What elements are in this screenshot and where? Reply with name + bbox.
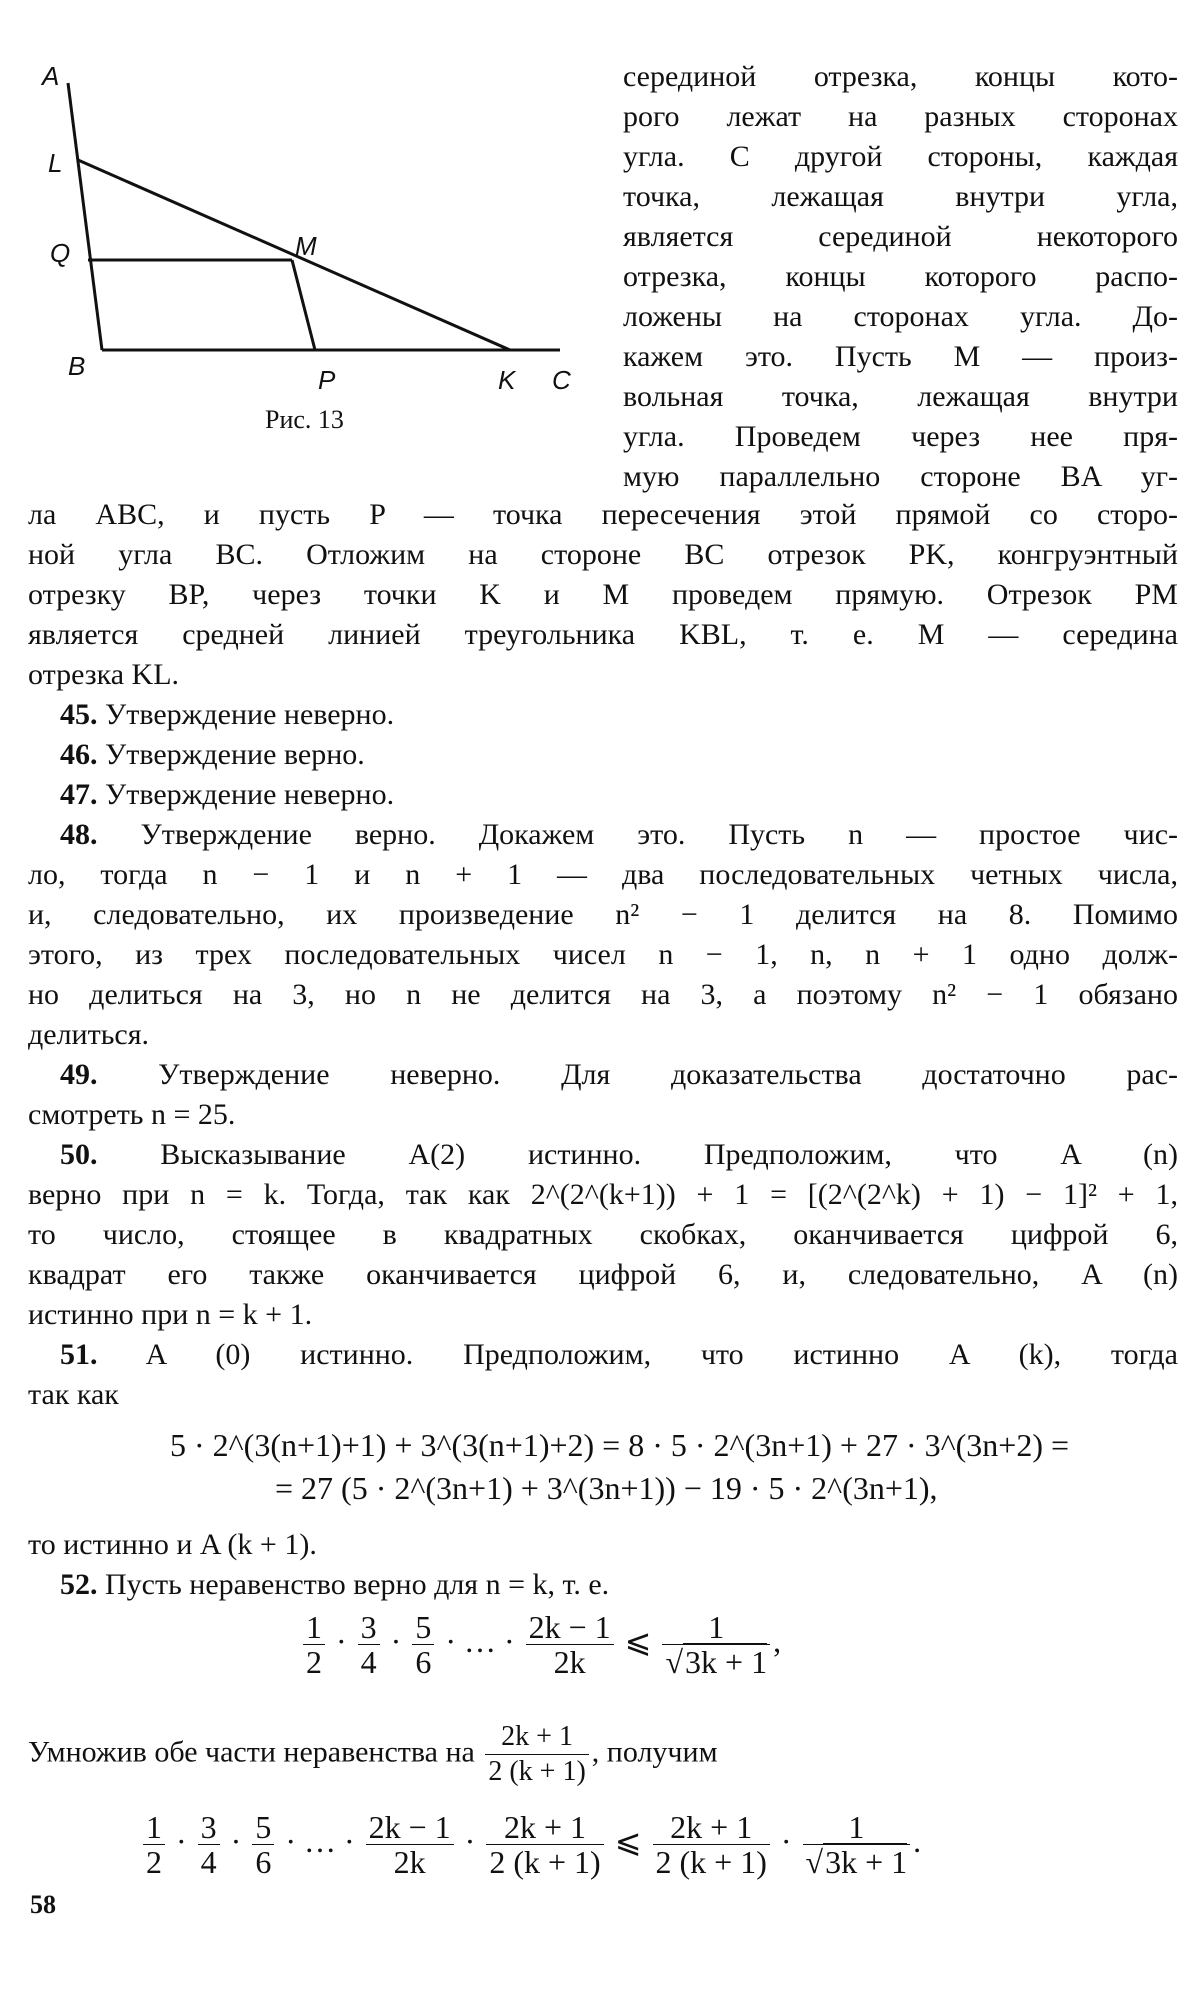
text-line: кажем это. Пусть M — произ-: [623, 340, 1178, 373]
text-line: угла. С другой стороны, каждая: [623, 140, 1178, 173]
label-c: C: [552, 365, 571, 395]
equation-51-line1: 5 · 2^(3(n+1)+1) + 3^(3(n+1)+2) = 8 · 5 · 2^(3n+1) + 27 · 3^(3n+2) =: [170, 1427, 1070, 1463]
label-p: P: [318, 365, 336, 395]
item-text: Утверждение неверно.: [105, 778, 395, 811]
text-line: делиться.: [28, 1018, 150, 1051]
text-line: Умножив обе части неравенства на $\frac{2k + 1}{2 (k + 1)}$ , получим: [28, 1721, 718, 1787]
item-number: 52.: [60, 1568, 98, 1601]
text-line: [60, 1135, 1178, 1175]
item-text: Пусть неравенство верно для n = k, т. е.: [105, 1568, 610, 1601]
item-number: 48.: [60, 818, 98, 851]
text-line: этого, из трех последовательных чисел n − 1, n, n + 1 одно долж-: [28, 938, 1178, 971]
text-line: ной угла BC. Отложим на стороне BC отрезок PK, конгруэнтный: [28, 538, 1178, 571]
item-text: , получим: [591, 1735, 718, 1769]
text-line: угла. Проведем через нее пря-: [623, 420, 1178, 453]
text-line: истинно при n = k + 1.: [28, 1298, 313, 1331]
text-line: рого лежат на разных сторонах: [623, 100, 1178, 133]
figure-13: [30, 55, 590, 400]
text-line: ложены на сторонах угла. До-: [623, 300, 1178, 333]
equation-51-line2: = 27 (5 · 2^(3n+1) + 3^(3n+1)) − 19 · 5 · 2^(3n+1),: [275, 1470, 938, 1506]
item-text: Утверждение неверно.: [105, 698, 395, 731]
item-46: [60, 735, 365, 775]
text-line: [60, 1055, 1178, 1095]
text-line: отрезку BP, через точки K и M проведем прямую. Отрезок PM: [28, 578, 1178, 611]
inequality-52: $\frac{1}{2}$ · $\frac{3}{4}$ · $\frac{5}{6}$ · … · $\frac{2k - 1}{2k}$ ⩽ $\frac{1}{√3k + 1}$ ,: [300, 1610, 781, 1679]
text-line: так как: [28, 1378, 119, 1411]
item-text: Утверждение верно.: [105, 738, 365, 771]
text-line: [60, 1565, 609, 1605]
item-text: A (0) истинно. Предположим, что истинно A (k), тогда: [145, 1338, 1178, 1371]
text-line: [60, 815, 1178, 855]
item-number: 50.: [60, 1138, 98, 1171]
text-line: является средней линией треугольника KBL, т. е. M — середина: [28, 618, 1178, 651]
text-line: мую параллельно стороне BA уг-: [623, 460, 1178, 493]
inequality-52-multiplied: $\frac{1}{2}$ · $\frac{3}{4}$ · $\frac{5}{6}$ · … · $\frac{2k - 1}{2k}$ · $\frac{2k + 1}{2 (k + 1)}$ ⩽ $\frac{2k + 1}{2 (k + 1)}$ · $\frac{1}{√3k + 1}$ .: [140, 1810, 921, 1879]
item-number: 49.: [60, 1058, 98, 1091]
text-line: но делиться на 3, но n не делится на 3, а поэтому n² − 1 обязано: [28, 978, 1178, 1011]
text-line: ла ABC, и пусть P — точка пересечения этой прямой со сторо-: [28, 498, 1178, 531]
item-text: Умножив обе части неравенства на: [28, 1735, 475, 1769]
text-line: отрезка, концы которого распо-: [623, 260, 1178, 293]
text-line: и, следовательно, их произведение n² − 1 делится на 8. Помимо: [28, 898, 1178, 931]
text-line: является серединой некоторого: [623, 220, 1178, 253]
item-47: [60, 775, 394, 815]
item-text: Утверждение неверно. Для доказательства достаточно рас-: [158, 1058, 1178, 1091]
label-b: B: [68, 351, 86, 381]
item-text: Утверждение верно. Докажем это. Пусть n — простое чис-: [140, 818, 1179, 851]
label-m: M: [295, 231, 317, 261]
label-l: L: [48, 148, 63, 178]
text-line: то число, стоящее в квадратных скобках, оканчивается цифрой 6,: [28, 1218, 1178, 1251]
text-line: верно при n = k. Тогда, так как 2^(2^(k+1)) + 1 = [(2^(2^k) + 1) − 1]² + 1,: [28, 1178, 1178, 1211]
label-a: A: [42, 61, 60, 91]
item-number: 45.: [60, 698, 98, 731]
text-line: серединой отрезка, концы кото-: [623, 60, 1178, 93]
item-number: 51.: [60, 1338, 98, 1371]
item-number: 46.: [60, 738, 98, 771]
page-number: 58: [30, 1890, 56, 1919]
item-45: [60, 695, 394, 735]
text-line: ло, тогда n − 1 и n + 1 — два последовательных четных числа,: [28, 858, 1178, 891]
text-line: [60, 1335, 1178, 1375]
label-k: K: [498, 365, 516, 395]
item-number: 47.: [60, 778, 98, 811]
text-line: смотреть n = 25.: [28, 1098, 236, 1131]
figure-caption: Рис. 13: [265, 405, 344, 434]
text-line: вольная точка, лежащая внутри: [623, 380, 1178, 413]
text-line: отрезка KL.: [28, 658, 180, 691]
text-line: квадрат его также оканчивается цифрой 6, и, следовательно, A (n): [28, 1258, 1178, 1291]
label-q: Q: [50, 238, 71, 268]
text-line: то истинно и A (k + 1).: [28, 1528, 317, 1561]
triangle-diagram: [30, 55, 590, 400]
item-text: Высказывание A(2) истинно. Предположим, что A (n): [160, 1138, 1179, 1171]
text-line: точка, лежащая внутри угла,: [623, 180, 1178, 213]
